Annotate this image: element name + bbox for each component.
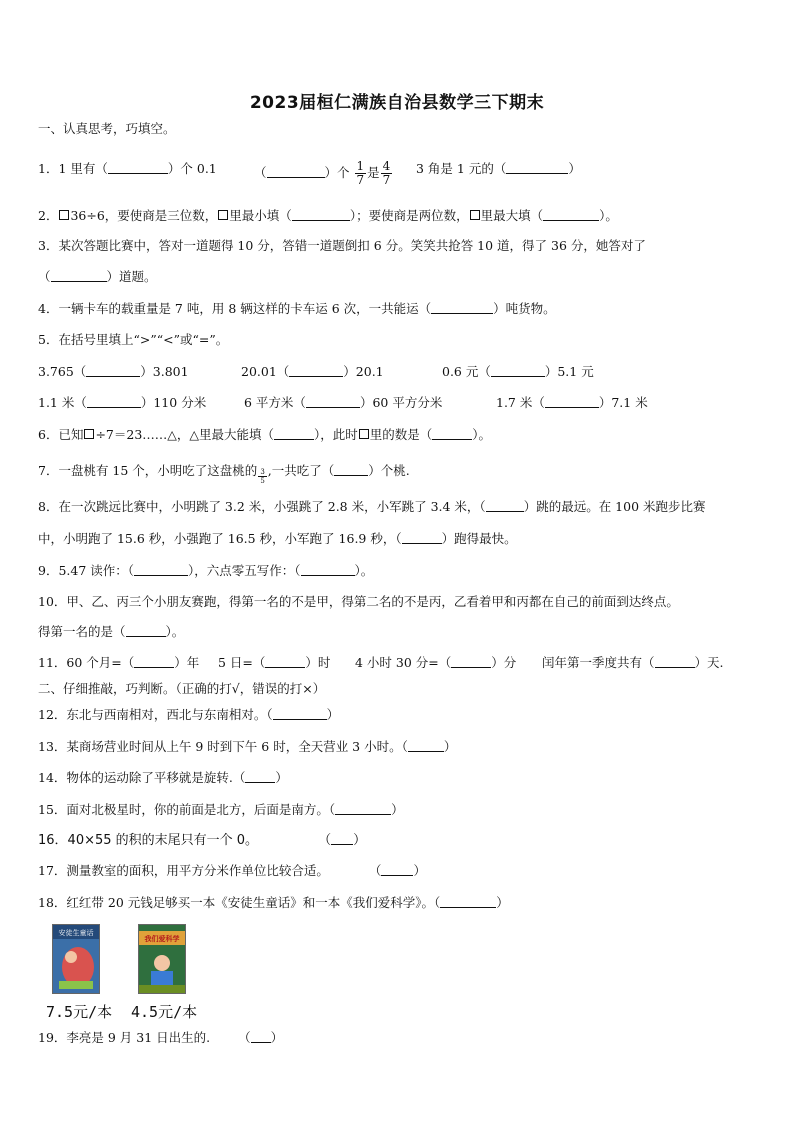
fraction-three-fifths: $\frac{3}{5}$ (260, 468, 265, 485)
answer-blank[interactable] (134, 563, 188, 576)
question-8-line-2: 中，小明跑了 15.6 秒，小强跑了 16.5 秒，小军跑了 16.9 秒，（ ）跑得最快。 (38, 531, 517, 546)
section-true-false-heading: 二、仔细推敲，巧判断。（正确的打√，错误的打×） (38, 681, 326, 696)
book-cover-science-illustration (139, 925, 185, 993)
answer-blank[interactable] (486, 499, 524, 512)
compare-item: 6 平方米（ ）60 平方分米 (244, 395, 443, 410)
question-17: 17．测量教室的面积，用平方分米作单位比较合适。 （ ） (38, 863, 426, 878)
question-19: 19．李亮是 9 月 31 日出生的. （ ） (38, 1030, 284, 1045)
square-box-icon (359, 429, 369, 439)
compare-item: 1.7 米（ ）7.1 米 (496, 395, 648, 410)
answer-blank[interactable] (87, 395, 141, 408)
answer-blank[interactable] (251, 1030, 271, 1043)
answer-blank[interactable] (331, 832, 353, 845)
q1-part-c: 3 角是 1 元的（ ） (416, 161, 581, 176)
book-price-science: 4.5元/本 (131, 1003, 198, 1021)
answer-blank[interactable] (545, 395, 599, 408)
question-4: 4．一辆卡车的载重量是 7 吨，用 8 辆这样的卡车运 6 次，一共能运（ ）吨货物。 (38, 301, 556, 316)
answer-blank[interactable] (491, 364, 545, 377)
question-6: 6．已知 ÷7＝23……△，△里最大能填（ ），此时 里的数是（ ）。 (38, 427, 492, 442)
answer-blank[interactable] (301, 563, 355, 576)
question-13: 13．某商场营业时间从上午 9 时到下午 6 时，全天营业 3 小时。（ ） (38, 739, 457, 754)
fraction-four-sevenths: $\frac{4}{7}$ (382, 159, 391, 187)
square-box-icon (218, 210, 228, 220)
fraction-one-seventh: $\frac{1}{7}$ (356, 159, 365, 187)
answer-blank[interactable] (265, 655, 305, 668)
answer-blank[interactable] (506, 161, 568, 174)
answer-blank[interactable] (432, 427, 472, 440)
book-cover-andersen-illustration (53, 925, 99, 993)
question-2: 2． 36÷6，要使商是三位数， 里最小填（ ）；要使商是两位数， 里最大填（ ）。 (38, 208, 618, 223)
compare-item: 0.6 元（ ）5.1 元 (442, 364, 594, 379)
answer-blank[interactable] (289, 364, 343, 377)
question-8-line-1: 8．在一次跳远比赛中，小明跳了 3.2 米，小强跳了 2.8 米，小军跳了 3.4 米，（ ）跳的最远。在 100 米跑步比赛 (38, 499, 706, 514)
answer-blank[interactable] (335, 802, 391, 815)
answer-blank[interactable] (408, 739, 444, 752)
answer-blank[interactable] (451, 655, 491, 668)
answer-blank[interactable] (86, 364, 140, 377)
square-box-icon (59, 210, 69, 220)
square-box-icon (84, 429, 94, 439)
answer-blank[interactable] (245, 770, 275, 783)
q1-part-a: 1．1 里有（ ）个 0.1 (38, 161, 217, 176)
question-16: 16．40×55 的积的末尾只有一个 0。 （ ） (38, 833, 367, 848)
answer-blank[interactable] (51, 269, 107, 282)
answer-blank[interactable] (306, 395, 360, 408)
answer-blank[interactable] (543, 208, 599, 221)
answer-blank[interactable] (292, 208, 350, 221)
conversion-item: 4 小时 30 分=（ ）分 (355, 655, 517, 670)
question-3-line-2: （ ）道题。 (38, 269, 157, 284)
answer-blank[interactable] (274, 427, 314, 440)
compare-item: 20.01（ ）20.1 (241, 364, 384, 379)
compare-item: 1.1 米（ ）110 分米 (38, 395, 207, 410)
question-3-line-1: 3．某次答题比赛中，答对一道题得 10 分，答错一道题倒扣 6 分。笑笑共抢答 10 道，得了 36 分，她答对了 (38, 238, 646, 253)
section-fill-blank-heading: 一、认真思考，巧填空。 (38, 121, 176, 136)
answer-blank[interactable] (334, 463, 368, 476)
book-cover-title: 安徒生童话 (58, 929, 94, 937)
answer-blank[interactable] (431, 301, 493, 314)
question-9: 9．5.47 读作：（ ），六点零五写作：（ ）。 (38, 563, 374, 578)
question-18: 18．红红带 20 元钱足够买一本《安徒生童话》和一本《我们爱科学》。（ ） (38, 895, 509, 910)
book-cover-title: 我们爱科学 (144, 935, 180, 943)
answer-blank[interactable] (267, 165, 325, 178)
conversion-item: 5 日=（ ）时 (218, 655, 331, 670)
answer-blank[interactable] (440, 895, 496, 908)
conversion-item: 闰年第一季度共有（ ）天. (542, 655, 724, 670)
book-cover-andersen (52, 924, 100, 994)
book-cover-science (138, 924, 186, 994)
question-10-line-2: 得第一名的是（ ）。 (38, 624, 185, 639)
question-12: 12．东北与西南相对，西北与东南相对。（ ） (38, 707, 340, 722)
answer-blank[interactable] (273, 707, 327, 720)
question-7: 7．一盘桃有 15 个，小明吃了这盘桃的 $\frac{3}{5}$ ,一共吃了（ ）个桃. (38, 463, 410, 485)
answer-blank[interactable] (402, 531, 442, 544)
answer-blank[interactable] (108, 161, 168, 174)
page-title: 2023届桓仁满族自治县数学三下期末 (249, 93, 545, 113)
answer-blank[interactable] (134, 655, 174, 668)
question-5: 5．在括号里填上“>”“<”或“=”。 (38, 332, 229, 347)
answer-blank[interactable] (655, 655, 695, 668)
answer-blank[interactable] (126, 624, 166, 637)
square-box-icon (470, 210, 480, 220)
compare-item: 3.765（ ）3.801 (38, 364, 189, 379)
question-10-line-1: 10．甲、乙、丙三个小朋友赛跑，得第一名的不是甲，得第二名的不是丙，乙看着甲和丙都在自己的前面到达终点。 (38, 594, 679, 609)
question-15: 15．面对北极星时，你的前面是北方，后面是南方。（ ） (38, 802, 404, 817)
question-14: 14．物体的运动除了平移就是旋转.（ ） (38, 770, 288, 785)
conversion-item: 11．60 个月=（ ）年 (38, 655, 200, 670)
book-price-andersen: 7.5元/本 (46, 1003, 113, 1021)
q1-part-b: （ ）个 $\frac{1}{7}$ 是 $\frac{4}{7}$ (254, 159, 391, 187)
answer-blank[interactable] (381, 863, 413, 876)
